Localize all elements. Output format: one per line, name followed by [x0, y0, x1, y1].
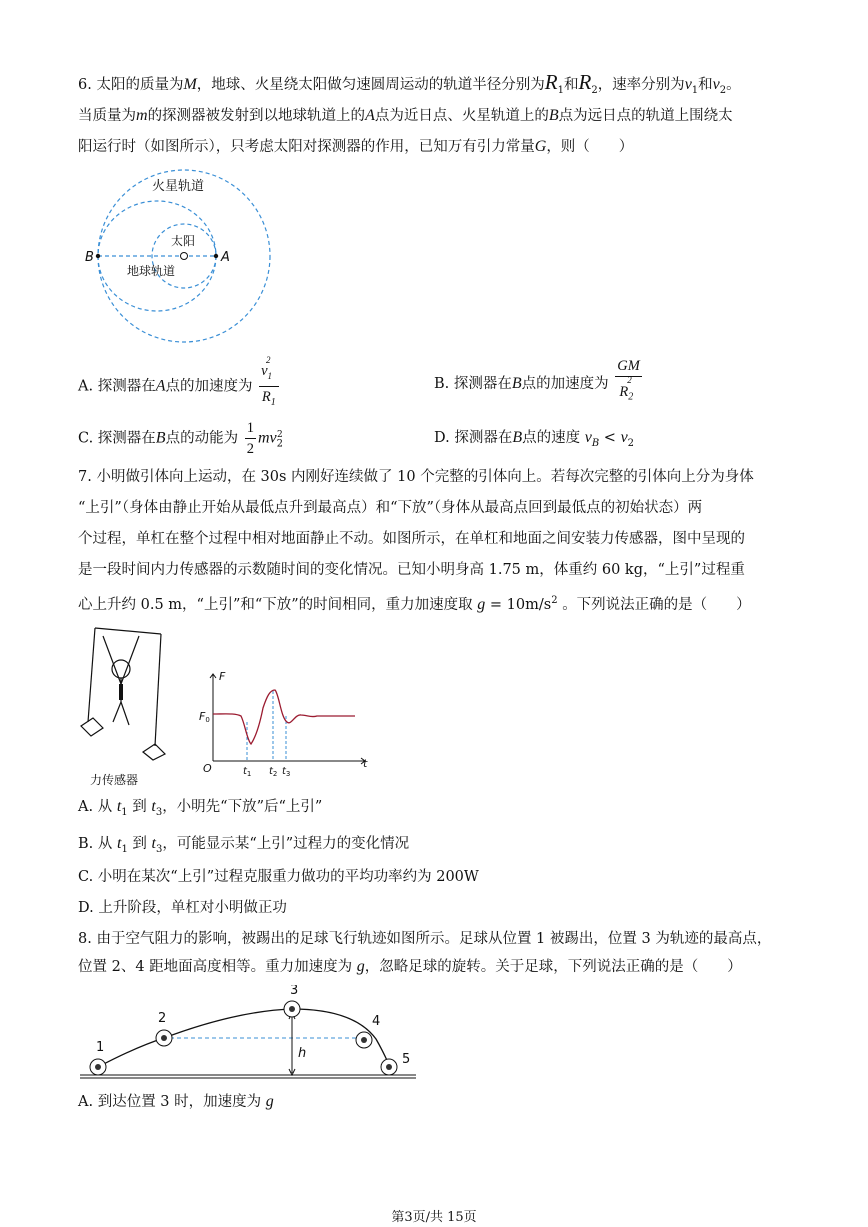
position-label: 4: [372, 1014, 381, 1029]
axis-t-label: t: [363, 757, 368, 770]
q7-line-1: 7. 小明做引体向上运动，在 30s 内刚好连续做了 10 个完整的引体向上。若每次完整的引体向上分为身体: [78, 469, 754, 485]
axis-f-label: F: [219, 670, 226, 683]
page-footer: 第3页/共 15页: [391, 1210, 477, 1225]
height-label: h: [298, 1046, 307, 1061]
t2-label: $t_2$: [269, 766, 278, 778]
point-a-label: A: [221, 250, 230, 265]
q8-line-2: 位置 2、4 距地面高度相等。重力加速度为 g，忽略足球的旋转。关于足球，下列说法正确的是（ ）: [78, 958, 742, 975]
origin-label: O: [203, 762, 212, 775]
sensor-left-icon: [81, 718, 103, 736]
q6-option-a: A. 探测器在A点的加速度为 $\frac{v_1^2}{R_1}$: [78, 358, 281, 415]
head-icon: [112, 660, 130, 678]
football-patch: [95, 1064, 101, 1070]
position-label: 1: [96, 1040, 105, 1055]
q7-option-a: A. 从 $t_1$ 到 $t_3$，小明先“下放”后“上引”: [78, 798, 323, 818]
q8-option-a: A. 到达位置 3 时，加速度为 g: [78, 1093, 274, 1110]
pullup-figure: [75, 622, 185, 792]
sensor-label: 力传感器: [90, 773, 139, 787]
point-b-dot: [96, 254, 100, 258]
football-patch: [289, 1006, 295, 1012]
t3-label: $t_3$: [282, 766, 291, 778]
q7-line-3: 个过程，单杠在整个过程中相对地面静止不动。如图所示，在单杠和地面之间安装力传感器，图中呈现的: [78, 531, 745, 547]
q7-option-b: B. 从 $t_1$ 到 $t_3$，可能显示某“上引”过程力的变化情况: [78, 835, 410, 855]
q7-line-4: 是一段时间内力传感器的示数随时间的变化情况。已知小明身高 1.75 m，体重约 60 kg，“上引”过程重: [78, 562, 745, 578]
position-label: 5: [402, 1052, 411, 1067]
football-patch: [386, 1064, 392, 1070]
football-patch: [161, 1035, 167, 1041]
point-b-label: B: [85, 250, 94, 265]
earth-orbit-label: 地球轨道: [127, 264, 176, 278]
q7-line-5: 心上升约 0.5 m，“上引”和“下放”的时间相同，重力加速度取 $g = 10m/s^2$ 。下列说法正确的是（ ）: [78, 595, 751, 613]
sensor-right-icon: [143, 744, 165, 760]
q8-line-1: 8. 由于空气阻力的影响，被踢出的足球飞行轨迹如图所示。足球从位置 1 被踢出，位置 3 为轨迹的最高点，: [78, 931, 772, 947]
q7-line-2: “上引”（身体由静止开始从最低点升到最高点）和“下放”（身体从最高点回到最低点的初始状态）两: [78, 500, 703, 516]
q7-option-d: D. 上升阶段，单杠对小明做正功: [78, 900, 287, 916]
trajectory-figure: [76, 985, 421, 1085]
position-label: 3: [290, 985, 299, 998]
q6-option-b: B. 探测器在B点的加速度为 $\frac{GM}{R_2^2}$: [434, 358, 640, 403]
q6-option-d: D. 探测器在B点的速度 $v_B < v_2$: [434, 429, 635, 449]
point-a-dot: [214, 254, 218, 258]
sun-icon: [181, 253, 188, 260]
position-label: 2: [158, 1011, 167, 1026]
sun-label: 太阳: [171, 234, 196, 248]
orbit-diagram: [80, 165, 280, 345]
q6-line-2: 当质量为m的探测器被发射到以地球轨道上的A点为近日点、火星轨道上的B点为远日点的轨道上围绕太: [78, 107, 733, 124]
q6-option-c: C. 探测器在B点的动能为 $\frac{1}{2}$ $mv_2^2$: [78, 420, 283, 457]
force-curve: [213, 690, 355, 744]
mars-orbit-label: 火星轨道: [152, 179, 205, 194]
axis-f0-label: F0: [199, 710, 210, 724]
q6-line-3: 阳运行时（如图所示），只考虑太阳对探测器的作用，已知万有引力常量G，则（ ）: [78, 138, 634, 155]
q6-line-1: 6. 太阳的质量为M，地球、火星绕太阳做匀速圆周运动的轨道半径分别为$R_1$和$R_2$，速率分别为$v_1$和$v_2$。: [78, 70, 741, 96]
football-patch: [361, 1037, 367, 1043]
q7-option-c: C. 小明在某次“上引”过程克服重力做功的平均功率约为 200W: [78, 869, 479, 885]
t1-label: $t_1$: [243, 766, 252, 778]
force-graph: [195, 668, 375, 783]
